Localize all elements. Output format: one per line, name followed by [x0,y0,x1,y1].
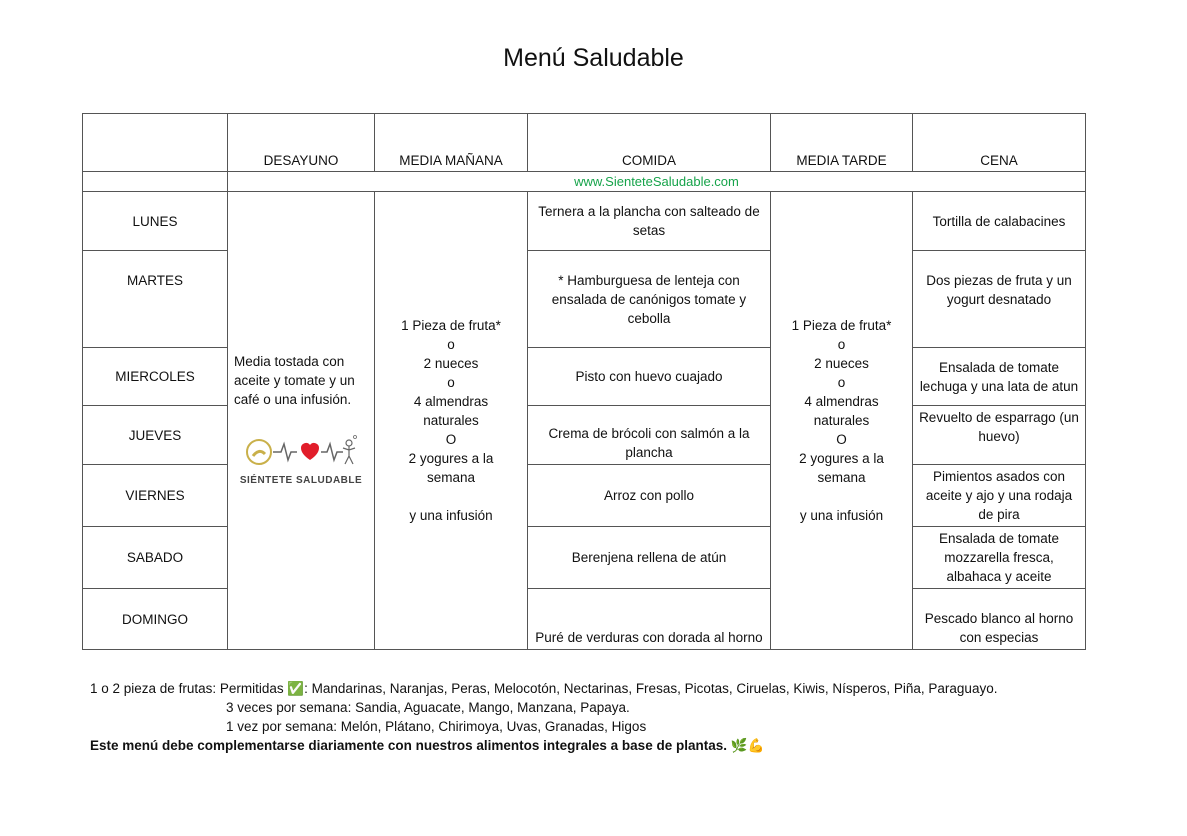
cena-domingo: Pescado blanco al horno con especias [913,589,1086,650]
comida-sabado: Berenjena rellena de atún [528,527,771,589]
cena-martes: Dos piezas de fruta y un yogurt desnatado [913,251,1086,348]
fruit-note-once: 1 vez por semana: Melón, Plátano, Chirimoya, Uvas, Granadas, Higos [226,719,647,734]
media-manana-cell: 1 Pieza de fruta* o 2 nueces o 4 almendras naturales O 2 yogures a la semana y una infusión [375,192,528,650]
website-link[interactable]: www.SienteteSaludable.com [228,172,1086,192]
logo [234,435,368,490]
day-label-sabado: SABADO [83,527,228,589]
comida-domingo: Puré de verduras con dorada al horno [528,589,771,650]
comida-lunes: Ternera a la plancha con salteado de setas [528,192,771,251]
comida-martes: * Hamburguesa de lenteja con ensalada de canónigos tomate y cebolla [528,251,771,348]
desayuno-text: Media tostada con aceite y tomate y un café o una infusión. [234,353,355,407]
day-label-martes: MARTES [83,251,228,348]
header-comida: COMIDA [528,114,771,172]
fruit-note-three-times: 3 veces por semana: Sandia, Aguacate, Mango, Manzana, Papaya. [226,700,630,715]
header-cena: CENA [913,114,1086,172]
comida-miercoles: Pisto con huevo cuajado [528,348,771,406]
logo-text: SIÉNTETE SALUDABLE [239,474,363,486]
media-tarde-cell: 1 Pieza de fruta* o 2 nueces o 4 almendras naturales O 2 yogures a la semana y una infusión [771,192,913,650]
website-row-blank [83,172,228,192]
day-label-lunes: LUNES [83,192,228,251]
header-desayuno: DESAYUNO [228,114,375,172]
website-row [83,172,1086,192]
day-label-miercoles: MIERCOLES [83,348,228,406]
cena-viernes: Pimientos asados con aceite y ajo y una rodaja de pira [913,465,1086,527]
menu-table [82,113,1086,650]
notes-section [90,679,1130,755]
page-title: Menú Saludable [503,44,684,72]
desayuno-cell [228,192,375,650]
day-row-lunes [83,192,1086,251]
header-row [83,114,1086,172]
cena-sabado: Ensalada de tomate mozzarella fresca, albahaca y aceite [913,527,1086,589]
cena-miercoles: Ensalada de tomate lechuga y una lata de atun [913,348,1086,406]
complement-note: Este menú debe complementarse diariamente con nuestros alimentos integrales a base de plantas. 🌿💪 [90,738,765,753]
day-label-domingo: DOMINGO [83,589,228,650]
header-media-tarde: MEDIA TARDE [771,114,913,172]
comida-viernes: Arroz con pollo [528,465,771,527]
heartbeat-logo-icon [245,435,357,469]
header-media-manana: MEDIA MAÑANA [375,114,528,172]
header-corner [83,114,228,172]
day-label-viernes: VIERNES [83,465,228,527]
fruit-note-allowed: 1 o 2 pieza de frutas: Permitidas ✅: Mandarinas, Naranjas, Peras, Melocotón, Nectarinas, Fresas, Picotas, Ciruelas, Kiwis, Nísperos, Piña, Paraguayo. [90,681,998,696]
comida-jueves: Crema de brócoli con salmón a la plancha [528,406,771,465]
day-label-jueves: JUEVES [83,406,228,465]
cena-jueves: Revuelto de esparrago (un huevo) [913,406,1086,465]
cena-lunes: Tortilla de calabacines [913,192,1086,251]
